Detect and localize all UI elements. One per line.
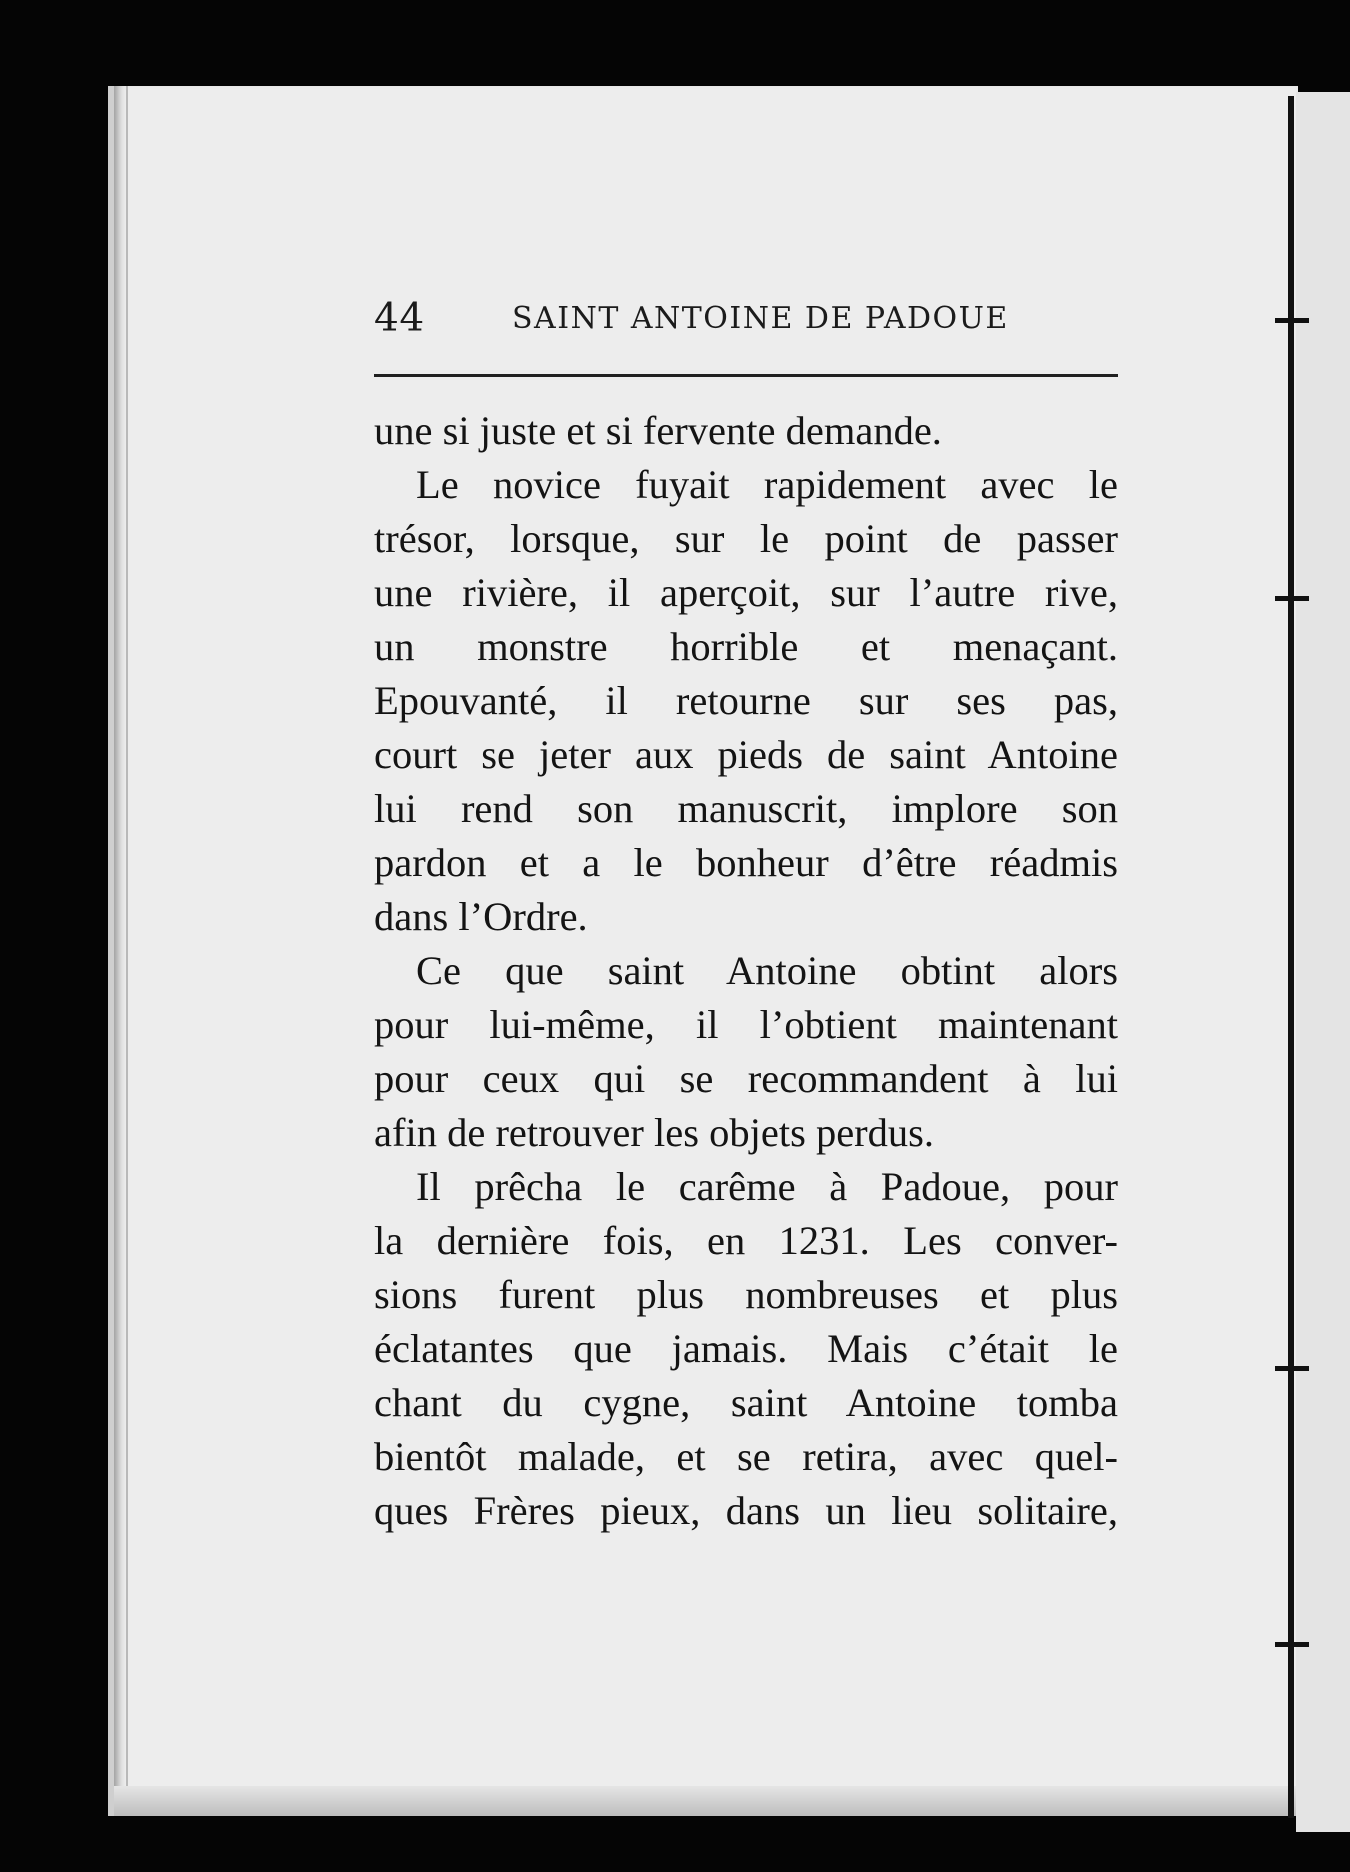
binding-tick <box>1275 596 1309 601</box>
text-line: dans l’Ordre. <box>374 894 588 939</box>
text-line: lui rend son manuscrit, implore son <box>374 786 1118 831</box>
binding-tick <box>1275 318 1309 323</box>
text-line: la dernière fois, en 1231. Les conver- <box>374 1218 1118 1263</box>
text-line: une rivière, il aperçoit, sur l’autre rive, <box>374 570 1118 615</box>
text-line: afin de retrouver les objets perdus. <box>374 1110 935 1155</box>
binding-tick <box>1275 1642 1309 1647</box>
text-line: Ce que saint Antoine obtint alors <box>416 948 1118 993</box>
text-line: éclatantes que jamais. Mais c’était le <box>374 1326 1118 1371</box>
text-line: sions furent plus nombreuses et plus <box>374 1272 1118 1317</box>
body-text <box>374 404 1118 1538</box>
binding-rule <box>1288 96 1294 1818</box>
paragraph <box>374 458 1118 944</box>
page-header <box>374 296 1118 356</box>
text-line: ques Frères pieux, dans un lieu solitaire, <box>374 1488 1118 1533</box>
binding-tick <box>1275 1366 1309 1371</box>
text-line: Le novice fuyait rapidement avec le <box>416 462 1118 507</box>
text-line: bientôt malade, et se retira, avec quel- <box>374 1434 1118 1479</box>
text-line: pardon et a le bonheur d’être réadmis <box>374 840 1118 885</box>
text-line: chant du cygne, saint Antoine tomba <box>374 1380 1118 1425</box>
paragraph <box>374 944 1118 1160</box>
paragraph <box>374 404 1118 458</box>
text-line: Epouvanté, il retourne sur ses pas, <box>374 678 1118 723</box>
text-line: un monstre horrible et menaçant. <box>374 624 1118 669</box>
text-line: pour ceux qui se recommandent à lui <box>374 1056 1118 1101</box>
header-rule <box>374 374 1118 377</box>
text-line: trésor, lorsque, sur le point de passer <box>374 516 1118 561</box>
page-number: 44 <box>374 296 425 341</box>
running-title: SAINT ANTOINE DE PADOUE <box>512 301 1009 336</box>
text-line: Il prêcha le carême à Padoue, pour <box>416 1164 1118 1209</box>
text-line: une si juste et si fervente demande. <box>374 408 942 453</box>
text-line: pour lui-même, il l’obtient maintenant <box>374 1002 1118 1047</box>
adjacent-page-edge <box>1296 92 1350 1832</box>
paragraph <box>374 1160 1118 1538</box>
text-line: court se jeter aux pieds de saint Antoine <box>374 732 1118 777</box>
